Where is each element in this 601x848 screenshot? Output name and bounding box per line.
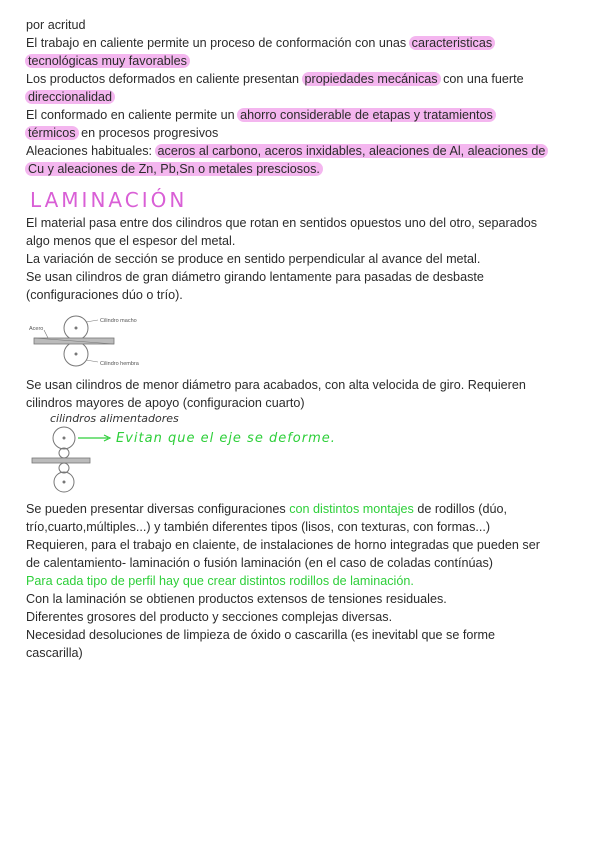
highlight: propiedades mecánicas (302, 72, 441, 86)
text-line (26, 160, 322, 178)
label-cilindros-alimentadores: cilindros alimentadores (50, 412, 179, 425)
section-heading: LAMINACIÓN (30, 188, 188, 212)
text-line: cascarilla) (26, 646, 83, 660)
highlight: caracteristicas (409, 36, 495, 50)
text-line: El conformado en caliente permite un ahorro considerable de etapas y tratamientos (26, 106, 495, 124)
text-line: térmicos en procesos progresivos (26, 124, 218, 142)
highlight: aceros al carbono, aceros inxidables, aleaciones de Al, aleaciones de (155, 144, 549, 158)
note-evitan: Evitan que el eje se deforme. (116, 431, 336, 446)
text-line: Aleaciones habituales: aceros al carbono, aceros inxidables, aleaciones de Al, aleaciones de (26, 142, 547, 160)
text-line: de calentamiento- laminación o fusión laminación (en el caso de coladas contínúas) (26, 556, 493, 570)
highlight: térmicos (25, 126, 79, 140)
text-line: Se usan cilindros de menor diámetro para acabados, con alta velocida de giro. Requieren (26, 378, 526, 392)
text-line: Necesidad desoluciones de limpieza de óxido o cascarilla (es inevitabl que se forme (26, 628, 496, 642)
text-line (26, 52, 189, 70)
label-macho: Cilindro macho (100, 318, 137, 324)
text-line: Requieren, para el trabajo en claiente, de instalaciones de horno integradas que pueden ser (26, 538, 540, 552)
steel-strip (32, 458, 90, 463)
text-line: Se usan cilindros de gran diámetro girando lentamente para pasadas de desbaste (26, 270, 484, 284)
green-text: con distintos montajes (289, 502, 414, 516)
label-hembra: Cilindro hembra (100, 361, 139, 367)
text-line: trío,cuarto,múltiples...) y también diferentes tipos (lisos, con texturas, con formas...) (26, 520, 491, 534)
text-line: Diferentes grosores del producto y secciones complejas diversas. (26, 610, 393, 624)
text-line-green: Para cada tipo de perfil hay que crear distintos rodillos de laminación. (26, 574, 414, 588)
highlight: direccionalidad (25, 90, 115, 104)
label-acero: Acero (29, 326, 44, 332)
text-line: El trabajo en caliente permite un proceso de conformación con unas caracteristicas (26, 34, 494, 52)
text-line: Se pueden presentar diversas configuraciones con distintos montajes de rodillos (dúo, (26, 502, 507, 516)
text-line: La variación de sección se produce en sentido perpendicular al avance del metal. (26, 252, 481, 266)
highlight: ahorro considerable de etapas y tratamientos (237, 108, 496, 122)
four-high-rolling-diagram (26, 410, 376, 496)
text-line: cilindros mayores de apoyo (configuracion cuarto) (26, 396, 305, 410)
duo-rolling-diagram (26, 312, 196, 374)
text-line (26, 88, 114, 106)
text-line: algo menos que el espesor del metal. (26, 234, 236, 248)
text-line: Los productos deformados en caliente presentan propiedades mecánicas con una fuerte (26, 72, 524, 86)
highlight: Cu y aleaciones de Zn, Pb,Sn o metales presciosos. (25, 162, 323, 176)
text-line: por acritud (26, 18, 86, 32)
text-line: Con la laminación se obtienen productos extensos de tensiones residuales. (26, 592, 447, 606)
highlight: tecnológicas muy favorables (25, 54, 190, 68)
text-line: (configuraciones dúo o trío). (26, 288, 183, 302)
text-line: El material pasa entre dos cilindros que rotan en sentidos opuestos uno del otro, separados (26, 216, 538, 230)
